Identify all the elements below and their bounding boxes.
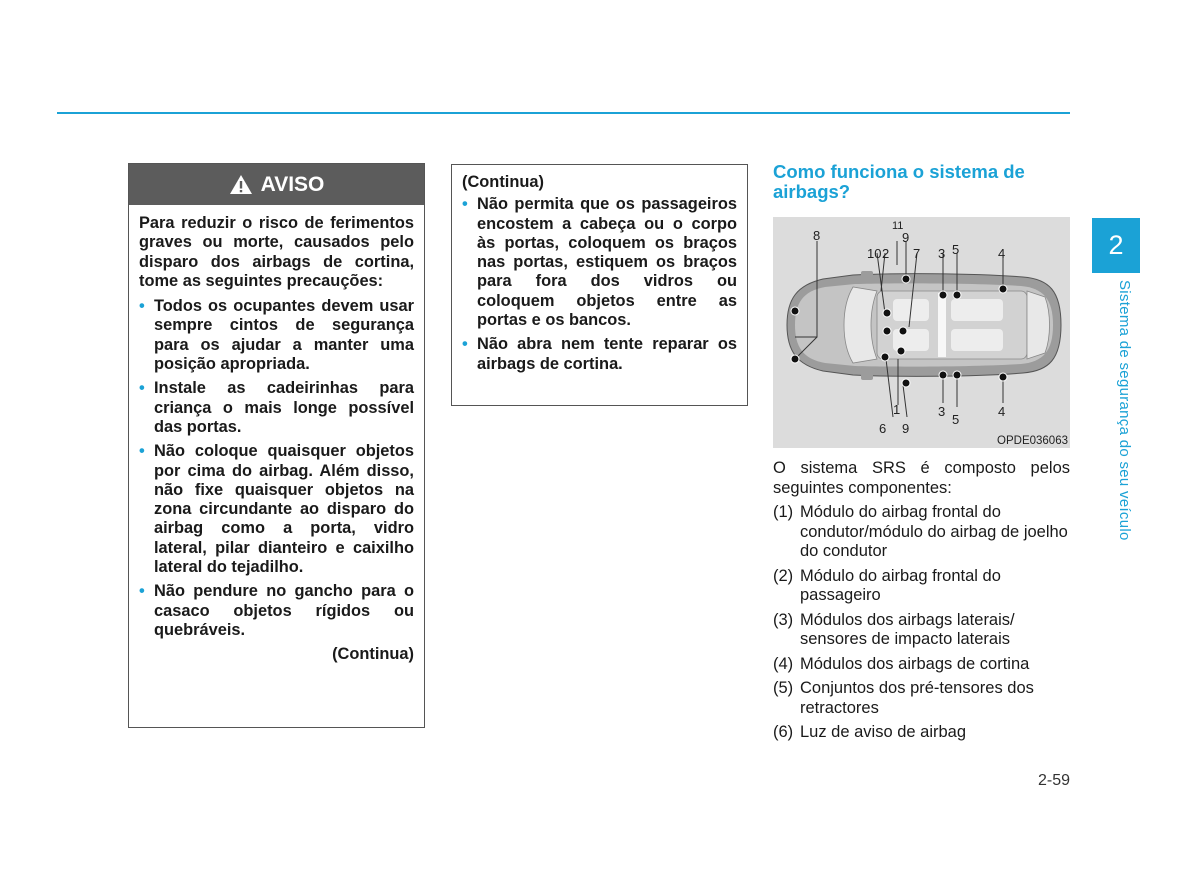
diagram-label: 1 bbox=[893, 402, 901, 417]
component-item bbox=[773, 723, 1073, 743]
figure-code: OPDE036063 bbox=[997, 435, 1068, 447]
diagram-label: 6 bbox=[879, 421, 887, 436]
component-number: (3) bbox=[773, 610, 794, 629]
diagram-label: 4 bbox=[998, 404, 1006, 419]
continued-header: (Continua) bbox=[462, 173, 544, 191]
top-rule bbox=[57, 112, 1070, 114]
section-intro: O sistema SRS é composto pelos seguintes componentes: bbox=[773, 459, 1070, 497]
car-top-view-illustration bbox=[773, 217, 1070, 448]
warning-item: • Todos os ocupantes devem usar sempre cintos de segurança para os ajudar a manter uma posição apropriada. bbox=[139, 297, 414, 374]
chapter-tab bbox=[1092, 218, 1140, 273]
component-text: Módulo do airbag frontal do passageiro bbox=[800, 566, 1001, 604]
warning-box bbox=[128, 163, 425, 728]
diagram-label: 11 bbox=[892, 220, 904, 232]
component-item bbox=[773, 567, 1073, 606]
warning-item: • Não abra nem tente reparar os airbags de cortina. bbox=[462, 335, 737, 374]
component-number: (4) bbox=[773, 654, 794, 673]
component-text: Conjuntos dos pré-tensores dos retractores bbox=[800, 679, 1034, 717]
component-number: (1) bbox=[773, 503, 794, 521]
component-item bbox=[773, 503, 1073, 562]
warning-triangle-icon bbox=[229, 174, 253, 195]
section-title: Como funciona o sistema de airbags? bbox=[773, 161, 1025, 202]
warning-item: • Instale as cadeirinhas para criança o mais longe possível das portas. bbox=[139, 379, 414, 437]
component-text: Módulos dos airbags laterais/ sensores de impacto laterais bbox=[800, 610, 1015, 648]
warning-item: • Não pendure no gancho para o casaco objetos rígidos ou quebráveis. bbox=[139, 582, 414, 640]
diagram-label: 5 bbox=[952, 412, 960, 427]
diagram-label: 5 bbox=[952, 242, 960, 257]
page-number: 2-59 bbox=[1037, 772, 1070, 789]
warning-list bbox=[139, 297, 414, 640]
diagram-label: 9 bbox=[902, 421, 910, 436]
component-text: Módulos dos airbags de cortina bbox=[800, 654, 1030, 673]
diagram-label: 9 bbox=[902, 230, 910, 245]
warning-title: AVISO bbox=[260, 172, 325, 196]
chapter-title: Sistema de segurança do seu veículo bbox=[1116, 280, 1133, 541]
diagram-label: 7 bbox=[913, 246, 921, 261]
component-item bbox=[773, 611, 1073, 650]
diagram-label: 4 bbox=[998, 246, 1006, 261]
diagram-label: 3 bbox=[938, 246, 946, 261]
warning-intro: Para reduzir o risco de ferimentos graves ou morte, causados pelo disparo dos airbags de cortina, tome as seguintes precauções: bbox=[139, 214, 414, 290]
component-text: Módulo do airbag frontal do condutor/módulo do airbag de joelho do condutor bbox=[800, 503, 1068, 560]
warning-item: • Não permita que os passageiros encostem a cabeça ou o corpo às portas, coloquem os braços nas portas, estiquem os braços para fora dos vidros ou coloquem objetos entre as portas e os bancos. bbox=[462, 195, 737, 330]
diagram-label: 10 bbox=[867, 246, 882, 261]
warning-item: • Não coloque quaisquer objetos por cima do airbag. Além disso, não fixe quaisquer objetos na zona circundante ao disparo do airbag como a porta, vidro lateral, pilar dianteiro e caixilho lateral do tejadilho. bbox=[139, 442, 414, 577]
airbag-diagram bbox=[773, 217, 1070, 448]
diagram-label: 8 bbox=[813, 228, 821, 243]
diagram-label: 2 bbox=[882, 246, 890, 261]
component-item bbox=[773, 655, 1073, 675]
component-number: (2) bbox=[773, 566, 794, 585]
chapter-number: 2 bbox=[1108, 230, 1124, 260]
continued-label: (Continua) bbox=[332, 645, 414, 664]
warning-header bbox=[129, 164, 424, 205]
diagram-label: 3 bbox=[938, 404, 946, 419]
component-number: (6) bbox=[773, 723, 794, 741]
component-item bbox=[773, 679, 1073, 718]
component-number: (5) bbox=[773, 679, 794, 697]
warning-continued-box bbox=[451, 164, 748, 406]
component-text: Luz de aviso de airbag bbox=[800, 723, 967, 741]
component-list bbox=[773, 503, 1073, 748]
warning-continued-list bbox=[462, 195, 737, 374]
